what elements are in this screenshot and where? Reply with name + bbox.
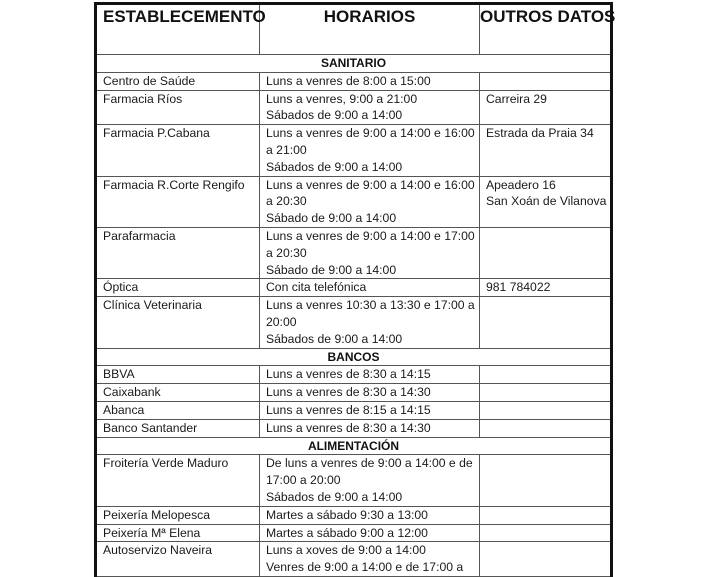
schedule-table: [94, 2, 616, 577]
table-row: [96, 542, 612, 577]
establishment-name: Froitería Verde Maduro: [96, 455, 260, 506]
other-data-cell: [480, 506, 612, 524]
table-row: [96, 401, 612, 419]
hours-cell: [260, 524, 480, 542]
hours-line: De luns a venres de 9:00 a 14:00 e de: [266, 456, 473, 471]
table-row: [96, 419, 612, 437]
table-row: [96, 524, 612, 542]
establishment-name: Parafarmacia: [96, 227, 260, 278]
hours-cell: [260, 90, 480, 125]
hours-line: Luns a xoves de 9:00 a 14:00: [266, 543, 426, 558]
establishment-name: Caixabank: [96, 384, 260, 402]
header-row: [96, 4, 612, 55]
hours-cell: [260, 384, 480, 402]
hours-line: Luns a venres de 8:00 a 15:00: [266, 73, 431, 88]
establishment-name: Banco Santander: [96, 419, 260, 437]
establishment-name: Farmacia P.Cabana: [96, 125, 260, 176]
other-data-line: Carreira 29: [486, 91, 547, 106]
establishment-name: Farmacia Ríos: [96, 90, 260, 125]
other-data-cell: [480, 384, 612, 402]
hours-line: Sábados de 9:00 a 14:00: [266, 331, 403, 346]
section-title: BANCOS: [96, 348, 612, 366]
hours-cell: [260, 506, 480, 524]
hours-line: Martes a sábado 9:00 a 12:00: [266, 525, 428, 540]
hours-line: Luns a venres de 8:30 a 14:30: [266, 385, 431, 400]
table-row: [96, 125, 612, 176]
table-row: [96, 176, 612, 227]
hours-line: Sábados de 9:00 a 14:00: [266, 489, 403, 504]
hours-line: Luns a venres de 8:15 a 14:15: [266, 402, 431, 417]
hours-cell: [260, 401, 480, 419]
other-data-line: Estrada da Praia 34: [486, 126, 594, 141]
section-row: [96, 348, 612, 366]
other-data-cell: [480, 542, 612, 577]
section-row: [96, 437, 612, 455]
other-data-cell: [480, 72, 612, 90]
hours-line: a 21:00: [266, 142, 307, 157]
hours-line: Venres de 9:00 a 14:00 e de 17:00 a: [266, 560, 464, 575]
establishment-name: Peixería Melopesca: [96, 506, 260, 524]
hours-cell: [260, 366, 480, 384]
establishment-name: Farmacia R.Corte Rengifo: [96, 176, 260, 227]
table-row: [96, 384, 612, 402]
hours-cell: [260, 176, 480, 227]
establishment-name: Peixería Mª Elena: [96, 524, 260, 542]
hours-cell: [260, 279, 480, 297]
other-data-cell: [480, 279, 612, 297]
hours-line: 20:00: [266, 314, 297, 329]
hours-cell: [260, 297, 480, 348]
hours-cell: [260, 227, 480, 278]
table-row: [96, 455, 612, 506]
hours-line: Luns a venres de 8:30 a 14:30: [266, 420, 431, 435]
other-data-cell: [480, 524, 612, 542]
section-title: ALIMENTACIÓN: [96, 437, 612, 455]
hours-cell: [260, 419, 480, 437]
other-data-cell: [480, 176, 612, 227]
hours-line: Sábado de 9:00 a 14:00: [266, 262, 397, 277]
header-outros-datos: [480, 4, 616, 55]
other-data-cell: [480, 227, 612, 278]
hours-line: 17:00 a 20:00: [266, 473, 341, 488]
other-data-line: San Xoán de Vilanova: [486, 194, 607, 209]
table-row: [96, 72, 612, 90]
other-data-cell: [480, 297, 612, 348]
table-row: [96, 227, 612, 278]
hours-line: Luns a venres de 9:00 a 14:00 e 16:00: [266, 177, 475, 192]
table-row: [96, 90, 612, 125]
other-data-cell: [480, 90, 612, 125]
other-data-cell: [480, 455, 612, 506]
hours-line: Luns a venres de 9:00 a 14:00 e 17:00: [266, 228, 475, 243]
hours-line: Luns a venres 10:30 a 13:30 e 17:00 a: [266, 298, 475, 313]
other-data-cell: [480, 419, 612, 437]
hours-line: Luns a venres de 8:30 a 14:15: [266, 367, 431, 382]
table-row: [96, 297, 612, 348]
table-row: [96, 279, 612, 297]
hours-line: Sábados de 9:00 a 14:00: [266, 108, 403, 123]
table-row: [96, 506, 612, 524]
hours-line: a 20:30: [266, 194, 307, 209]
hours-line: a 20:30: [266, 245, 307, 260]
hours-line: Martes a sábado 9:30 a 13:00: [266, 507, 428, 522]
hours-line: Sábado de 9:00 a 14:00: [266, 211, 397, 226]
establishment-name: Óptica: [96, 279, 260, 297]
establishment-name: Centro de Saúde: [96, 72, 260, 90]
other-data-cell: [480, 125, 612, 176]
table-body: [96, 55, 612, 577]
hours-line: Sábados de 9:00 a 14:00: [266, 159, 403, 174]
establishment-name: BBVA: [96, 366, 260, 384]
table-row: [96, 366, 612, 384]
section-row: [96, 55, 612, 73]
hours-cell: [260, 125, 480, 176]
header-horarios: HORARIOS: [260, 4, 480, 55]
establishment-name: Abanca: [96, 401, 260, 419]
hours-cell: [260, 542, 480, 577]
establishment-name: Autoservizo Naveira: [96, 542, 260, 577]
other-data-line: 981 784022: [486, 280, 551, 295]
hours-line: Luns a venres de 9:00 a 14:00 e 16:00: [266, 126, 475, 141]
hours-cell: [260, 72, 480, 90]
hours-line: Con cita telefónica: [266, 280, 367, 295]
other-data-line: Apeadero 16: [486, 177, 556, 192]
other-data-cell: [480, 401, 612, 419]
header-datos: DATOS: [557, 7, 616, 26]
other-data-cell: [480, 366, 612, 384]
header-outros: OUTROS: [480, 7, 553, 26]
hours-cell: [260, 455, 480, 506]
hours-line: Luns a venres, 9:00 a 21:00: [266, 91, 418, 106]
header-establecemento: ESTABLECEMENTO: [96, 4, 260, 55]
establishment-name: Clínica Veterinaria: [96, 297, 260, 348]
section-title: SANITARIO: [96, 55, 612, 73]
